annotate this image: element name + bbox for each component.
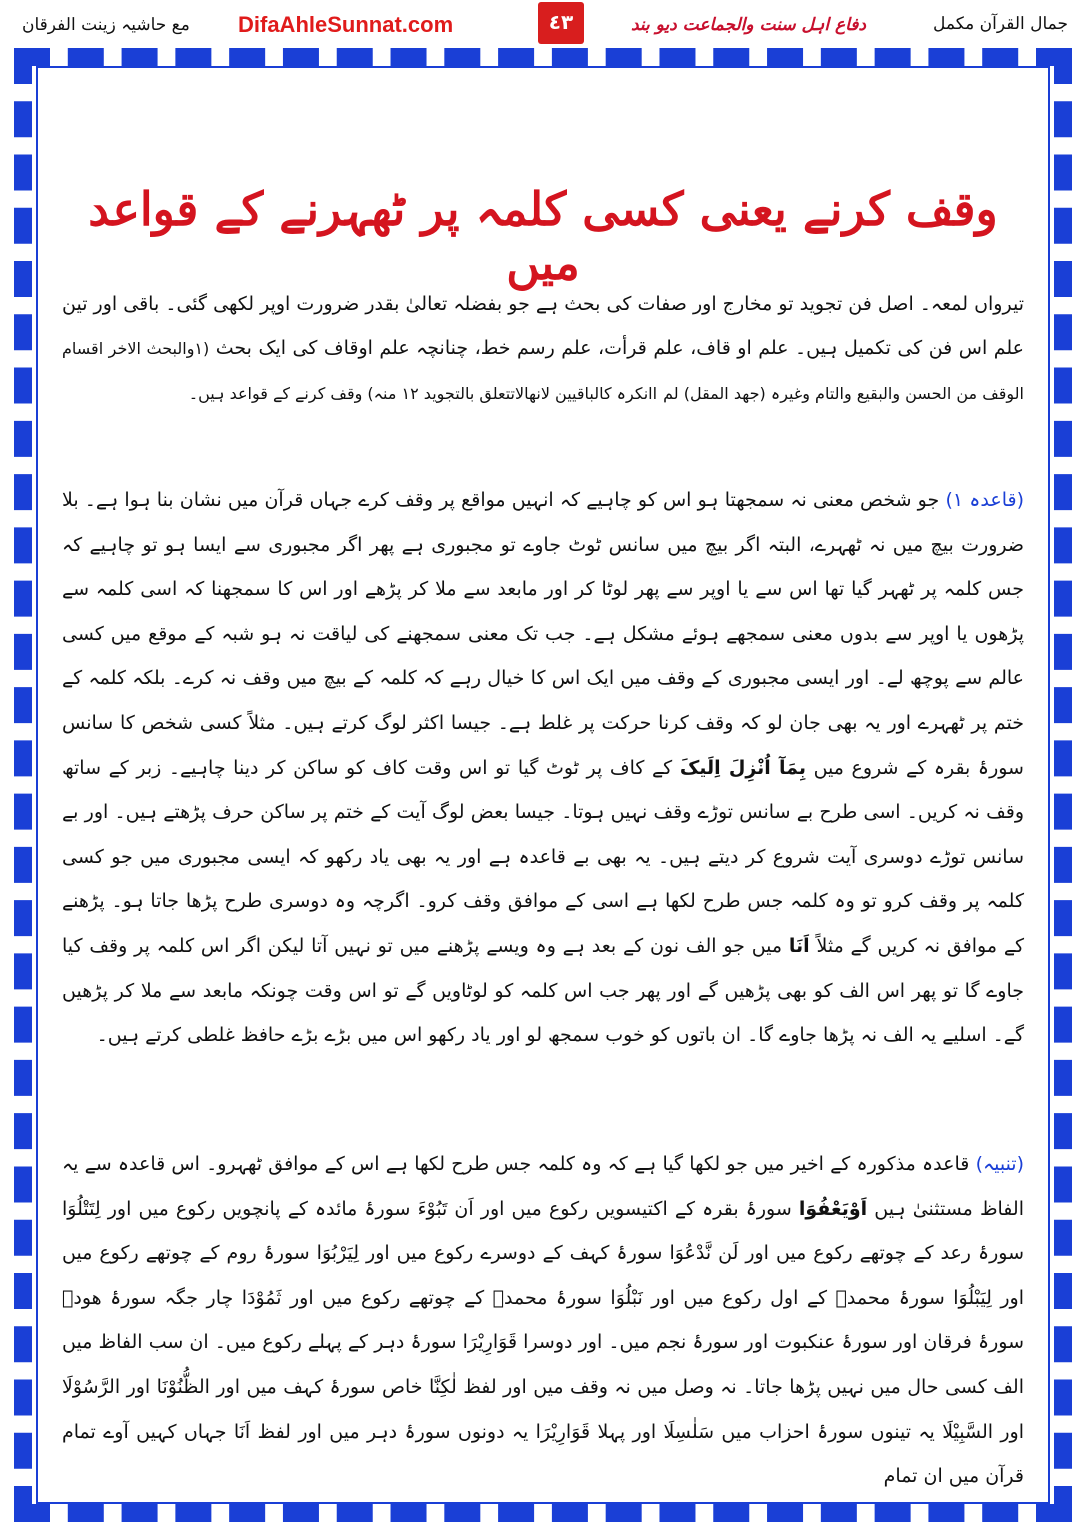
qaida-1-quran-word: اَنَا <box>788 934 810 957</box>
tanbeeh-text-2: سورۂ بقرہ کے اکتیسویں رکوع میں اور اَن تَبُوْءَ سورۂ مائدہ کے پانچویں رکوع میں اور لِتَتْلُوَا سورۂ رعد کے چوتھے رکوع میں اور لَن نَّدْعُوَا سورۂ کہف کے دوسرے رکوع میں اور لِیَرْبُوَا سورۂ روم کے چوتھے رکوع میں اور لِیَبْلُوَا سورۂ محمدؐ کے اول رکوع میں اور نَبْلُوَا سورۂ محمدؐ کے چوتھے رکوع میں اور ثَمُوْدَا چار جگہ سورۂ ھودؑ سورۂ فرقان اور سورۂ عنکبوت اور سورۂ نجم میں۔ اور دوسرا قَوَارِیْرَا سورۂ دہر کے پہلے رکوع میں۔ ان سب الفاظ میں الف کسی حال میں نہیں پڑھا جاتا۔ نہ وصل میں نہ وقف میں اور لفظ لٰکِنَّا خاص سورۂ کہف میں اور الظُّنُوْنَا اور الرَّسُوْلَا اور السَّبِیْلَا یہ تینوں سورۂ احزاب میں سَلٰسِلَا اور پہلا قَوَارِیْرَا یہ دونوں سورۂ دہر میں اور لفظ اَنَا جہاں کہیں آوے تمام قرآن میں ان تمام <box>62 1197 1025 1488</box>
qaida-1-text-3: میں جو الف نون کے بعد ہے وہ ویسے پڑھنے میں تو نہیں آتا لیکن اگر اس کلمہ پر وقف کیا جاوے گا تو پھر اس الف کو بھی پڑھیں گے اور پھر جب اس کلمہ کو لوٹاویں گے تو اس وقت چونکہ مابعد سے ملا کر پڑھیں گے۔ اسلیے یہ الف نہ پڑھا جاوے گا۔ ان باتوں کو خوب سمجھ لو اور یاد رکھو اس میں بڑے بڑے حافظ غلطی کرتے ہیں۔ <box>62 934 1024 1047</box>
tanbeeh-text: قاعدہ مذکورہ کے اخیر میں جو لکھا گیا ہے کہ وہ کلمہ جس طرح لکھا ہے اس کے موافق ٹھہرو۔ اس قاعدہ سے یہ الفاظ مستثنیٰ ہیں <box>62 1153 1024 1220</box>
intro-line-3: اانکرہ کالباقیین لانھالاتتعلق بالتجوید ١٢ منہ) وقف کرنے کے قواعد ہیں۔ <box>188 384 658 403</box>
qaida-1-paragraph <box>62 478 1024 1058</box>
website-link[interactable]: DifaAhleSunnat.com <box>238 12 454 37</box>
page-header <box>0 0 1086 48</box>
intro-line-1: تیرواں لمعہ۔ اصل فن تجوید تو مخارج اور صفات کی بحث ہے جو بفضلہ تعالیٰ بقدر ضرورت اوپر لکھی گئی۔ باقی اور تین علم اس فن کی تکمیل ہیں۔ <box>62 293 1024 359</box>
tanbeeh-paragraph <box>62 1142 1024 1499</box>
qaida-1-text: جو شخص معنی نہ سمجھتا ہو اس کو چاہیے کہ انہیں مواقع پر وقف کرے جہاں قرآن میں نشان بنا ہوا ہے۔ بلا ضرورت بیچ میں نہ ٹھہرے، البتہ اگر بیچ میں سانس ٹوٹ جاوے تو مجبوری ہے پھر اگر مجبوری سے ایسا ہو تو چاہیے کہ جس کلمہ پر ٹھہر گیا تھا اس سے یا اوپر سے پھر لوٹا کر اور مابعد سے ملا کر پڑھے اور اس کا سمجھنا کہ اسی کلمہ سے پڑھوں یا اوپر سے بدوں معنی سمجھے ہوئے مشکل ہے۔ جب تک معنی سمجھنے کی لیاقت نہ ہو شبہ کے موقع میں کسی عالم سے پوچھ لے۔ اور ایسی مجبوری کے وقف میں ایک اس کا خیال رہے کہ کلمہ کے بیچ میں وقف نہ کرے۔ بلکہ کلمہ کے ختم پر ٹھہرے اور یہ بھی جان لو کہ وقف کرنا حرکت پر غلط ہے۔ جیسا اکثر لوگ کرتے ہیں۔ مثلاً کسی شخص کا سانس سورۂ بقرہ کے شروع میں <box>62 489 1024 779</box>
qaida-1-quran-phrase: بِمَآ اُنْزِلَ اِلَیکَ <box>679 756 806 779</box>
chapter-heading: وقف کرنے یعنی کسی کلمہ پر ٹھہرنے کے قواعد میں <box>88 182 998 290</box>
intro-paragraph <box>62 282 1024 416</box>
tanbeeh-label: (تنبیہ) <box>975 1153 1025 1175</box>
tanbeeh-quran-word: اَوْیَعْفُوَا <box>798 1197 868 1220</box>
intro-footnote-arabic: (١والبحث الاخر اقسام الوقف من الحسن والبقیع والتام وغیرہ (جھد المقل) لم <box>62 339 1024 403</box>
publisher-title: دفاع اہل سنت والجماعت دیو بند <box>630 15 866 35</box>
qaida-1-text-2: کے کاف پر ٹوٹ گیا تو اس وقت کاف کو ساکن کر دینا چاہیے۔ زبر کے ساتھ وقف نہ کریں۔ اسی طرح بے سانس توڑے وقف نہیں ہوتا۔ جیسا بعض لوگ آیت کے ختم پر ساکن حرف پڑھتے ہیں۔ اور بے سانس توڑے دوسری آیت شروع کر دیتے ہیں۔ یہ بھی بے قاعدہ ہے اور یہ بھی یاد رکھو کہ ایسی مجبوری میں جو کسی کلمہ پر وقف کرو تو وہ کلمہ جس طرح لکھا ہے اسی کے موافق وقف کرو۔ اگرچہ وہ دوسری طرح پڑھا جاتا ہو۔ پڑھنے کے موافق نہ کریں گے مثلاً <box>62 756 1025 957</box>
intro-line-2: علم او قاف، علم قرأت، علم رسم خط، چنانچہ علم اوقاف کی ایک بحث <box>215 337 789 359</box>
book-title: جمال القرآن مکمل <box>933 14 1068 34</box>
annotation-title: مع حاشیہ زینت الفرقان <box>22 15 190 35</box>
qaida-1-label: (قاعدہ ١) <box>945 489 1024 511</box>
page-number: ٤٣ <box>538 2 584 44</box>
